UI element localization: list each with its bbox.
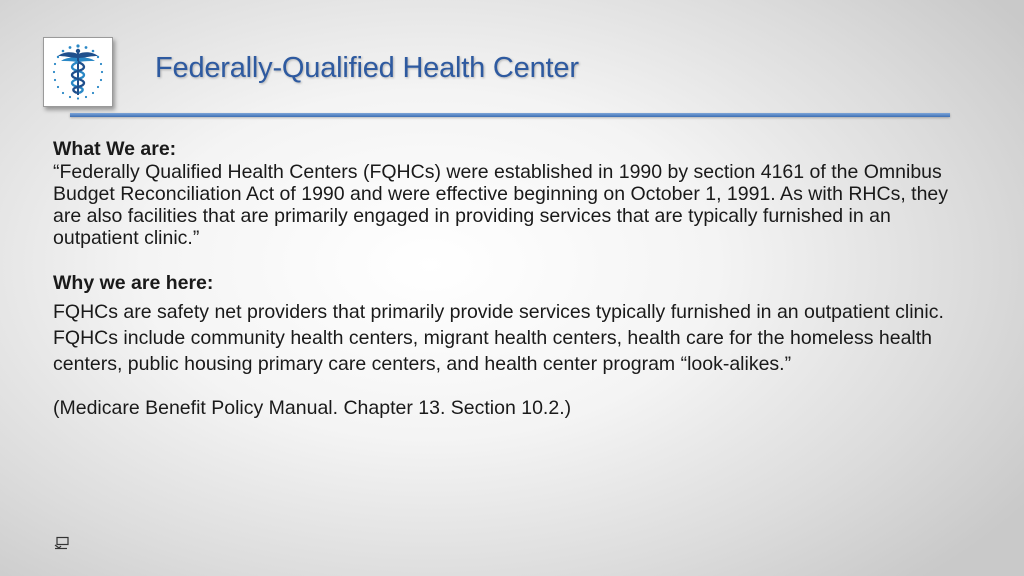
citation: (Medicare Benefit Policy Manual. Chapter 13. Section 10.2.) [53,397,572,419]
what-we-are-text: “Federally Qualified Health Centers (FQHCs) were established in 1990 by section 4161 of the Omnibus Budget Reconciliation Act of 1990 and were effective beginning on October 1, 1991. As with RHCs, they are also facilities that are primarily engaged in providing services that are typically furnished in an outpatient clinic.” [53,161,949,249]
why-we-are-here-heading: Why we are here: [53,272,214,294]
slide-title: Federally-Qualified Health Center [155,52,579,84]
presentation-icon[interactable] [54,536,70,550]
caduceus-icon [44,38,112,106]
logo [43,37,113,107]
slide-body [53,137,973,421]
what-we-are-heading: What We are: [53,138,177,160]
title-underline [70,113,950,117]
why-we-are-here-text: FQHCs are safety net providers that primarily provide services typically furnished in an outpatient clinic. FQHCs include community health centers, migrant health centers, health care for the homeless health centers, public housing primary care centers, and health center program “look-alikes.” [53,301,944,375]
